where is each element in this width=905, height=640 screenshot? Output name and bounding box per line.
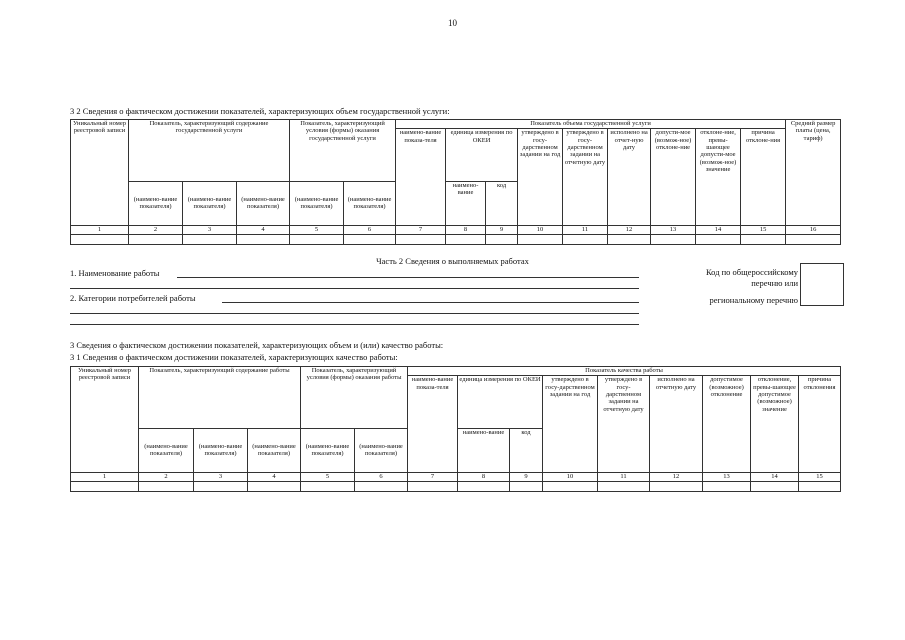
col-num: 9 [510, 472, 543, 481]
header-fulfilled: исполнено на отчет-ную дату [608, 129, 651, 226]
code-label-2: перечню или [751, 278, 798, 288]
subheader-name-4: (наимено-вание показателя) [301, 428, 355, 472]
col-num: 14 [751, 472, 799, 481]
header-reason: причина отклоне-ния [741, 129, 786, 226]
header-content-indicator: Показатель, характеризующий содержание государственной услуги [129, 120, 290, 182]
column-numbers-row [71, 472, 841, 481]
quality-indicators-table [70, 366, 841, 492]
work-name-label: 1. Наименование работы [70, 268, 160, 278]
code-label-3: региональному перечню [709, 295, 798, 305]
volume-indicators-table [70, 119, 841, 245]
column-numbers-row [71, 225, 841, 234]
col-num: 9 [486, 225, 518, 234]
header-excess-deviation: отклонение, превы-шающее допустимое (возможное) значение [751, 376, 799, 473]
header-fulfilled: исполнено на отчетную дату [650, 376, 703, 473]
table-row [71, 234, 841, 244]
header-approved-date: утверждено в госу-дарственном задании на отчетную дату [598, 376, 650, 473]
header-approved-year: утверждено в госу-дарственном задании на год [543, 376, 598, 473]
header-name: наимено-вание показа-теля [396, 129, 446, 226]
section-3-1-title: 3 1 Сведения о фактическом достижении показателей, характеризующих качество работы: [70, 352, 398, 362]
subheader-name-5: (наимено-вание показателя) [355, 428, 408, 472]
col-num: 10 [543, 472, 598, 481]
col-num: 1 [71, 225, 129, 234]
subheader-name-3: (наимено-вание показателя) [237, 181, 290, 225]
col-num: 14 [696, 225, 741, 234]
subheader-name-4: (наимено-вание показателя) [290, 181, 344, 225]
section-3-2-title: 3 2 Сведения о фактическом достижении показателей, характеризующих объем государственной услуги: [70, 106, 450, 116]
header-allowed-deviation: допустимое (возможное) отклонение [703, 376, 751, 473]
col-num: 10 [518, 225, 563, 234]
subheader-unit-name: наимено-вание [458, 428, 510, 472]
subheader-name-1: (наимено-вание показателя) [139, 428, 194, 472]
col-num: 3 [183, 225, 237, 234]
col-num: 13 [703, 472, 751, 481]
work-name-line [177, 277, 639, 278]
col-num: 11 [563, 225, 608, 234]
category-label: 2. Категории потребителей работы [70, 293, 196, 303]
category-line [222, 302, 639, 303]
col-num: 13 [651, 225, 696, 234]
col-num: 7 [408, 472, 458, 481]
col-num: 11 [598, 472, 650, 481]
subheader-name-1: (наимено-вание показателя) [129, 181, 183, 225]
col-num: 3 [194, 472, 248, 481]
header-condition-indicator: Показатель, характеризующий условия (формы) оказания государственной услуги [290, 120, 396, 182]
category-line-2 [70, 313, 639, 314]
col-num: 4 [248, 472, 301, 481]
header-condition-indicator: Показатель, характеризующий условия (формы) оказания работы [301, 367, 408, 429]
header-quality-indicator: Показатель качества работы [408, 367, 841, 376]
col-num: 4 [237, 225, 290, 234]
page-number: 10 [448, 18, 457, 28]
subheader-unit-code: код [486, 181, 518, 225]
header-approved-date: утверждено в госу-дарственном задании на отчетную дату [563, 129, 608, 226]
header-avg-fee: Средний размер платы (цена, тариф) [786, 120, 841, 226]
subheader-name-3: (наимено-вание показателя) [248, 428, 301, 472]
subheader-unit-name: наимено-вание [446, 181, 486, 225]
header-unit: единица измерения по ОКЕИ [446, 129, 518, 182]
col-num: 15 [799, 472, 841, 481]
code-label-1: Код по общероссийскому [705, 267, 798, 277]
col-num: 16 [786, 225, 841, 234]
header-unique-number: Уникальный номер реестровой записи [71, 367, 139, 473]
header-volume-indicator: Показатель объема государственной услуги [396, 120, 786, 129]
col-num: 6 [344, 225, 396, 234]
header-content-indicator: Показатель, характеризующий содержание работы [139, 367, 301, 429]
col-num: 5 [301, 472, 355, 481]
table-row [71, 481, 841, 491]
subheader-name-2: (наимено-вание показателя) [183, 181, 237, 225]
category-line-3 [70, 324, 639, 325]
part-2-title: Часть 2 Сведения о выполняемых работах [376, 256, 529, 266]
header-reason: причина отклонения [799, 376, 841, 473]
col-num: 8 [458, 472, 510, 481]
col-num: 7 [396, 225, 446, 234]
col-num: 1 [71, 472, 139, 481]
col-num: 12 [650, 472, 703, 481]
col-num: 15 [741, 225, 786, 234]
header-approved-year: утверждено в госу-дарственном задании на год [518, 129, 563, 226]
header-unique-number: Уникальный номер реестровой записи [71, 120, 129, 226]
work-name-line-2 [70, 288, 639, 289]
col-num: 12 [608, 225, 651, 234]
code-box [800, 263, 844, 306]
col-num: 8 [446, 225, 486, 234]
section-3-title: 3 Сведения о фактическом достижении показателей, характеризующих объем и (или) качество работы: [70, 340, 444, 350]
header-excess-deviation: отклоне-ние, превы-шающее допусти-мое (возмож-ное) значение [696, 129, 741, 226]
subheader-unit-code: код [510, 428, 543, 472]
subheader-name-2: (наимено-вание показателя) [194, 428, 248, 472]
col-num: 2 [129, 225, 183, 234]
header-unit: единица измерения по ОКЕИ [458, 376, 543, 429]
col-num: 5 [290, 225, 344, 234]
header-name: наимено-вание показа-теля [408, 376, 458, 473]
col-num: 2 [139, 472, 194, 481]
header-allowed-deviation: допусти-мое (возмож-ное) отклоне-ние [651, 129, 696, 226]
subheader-name-5: (наимено-вание показателя) [344, 181, 396, 225]
col-num: 6 [355, 472, 408, 481]
